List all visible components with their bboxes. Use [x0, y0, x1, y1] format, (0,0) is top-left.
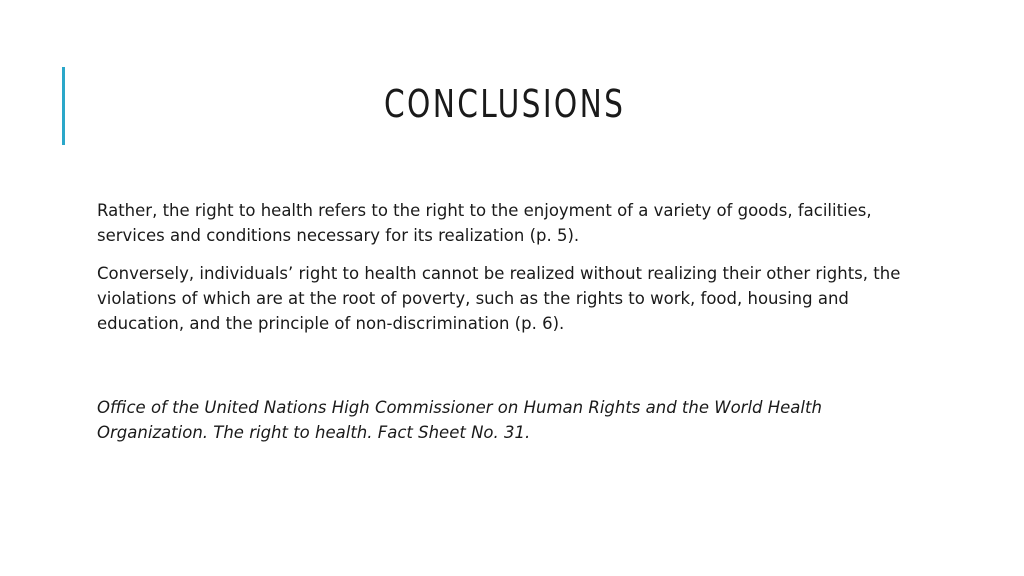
- citation-text: Office of the United Nations High Commissioner on Human Rights and the World Health Organization. The right to health. Fact Sheet No. 31.: [97, 398, 822, 442]
- slide-title: CONCLUSIONS: [384, 82, 626, 126]
- source-citation: [97, 395, 877, 445]
- body-paragraph-2: Conversely, individuals’ right to health cannot be realized without realizing their other rights, the violations of which are at the root of poverty, such as the rights to work, food, housing and education, and the principle of non-discrimination (p. 6).: [97, 264, 901, 333]
- title-accent-bar: [62, 67, 65, 145]
- slide-body: [97, 198, 927, 349]
- body-paragraph-1: Rather, the right to health refers to the right to the enjoyment of a variety of goods, facilities, services and conditions necessary for its realization (p. 5).: [97, 201, 872, 245]
